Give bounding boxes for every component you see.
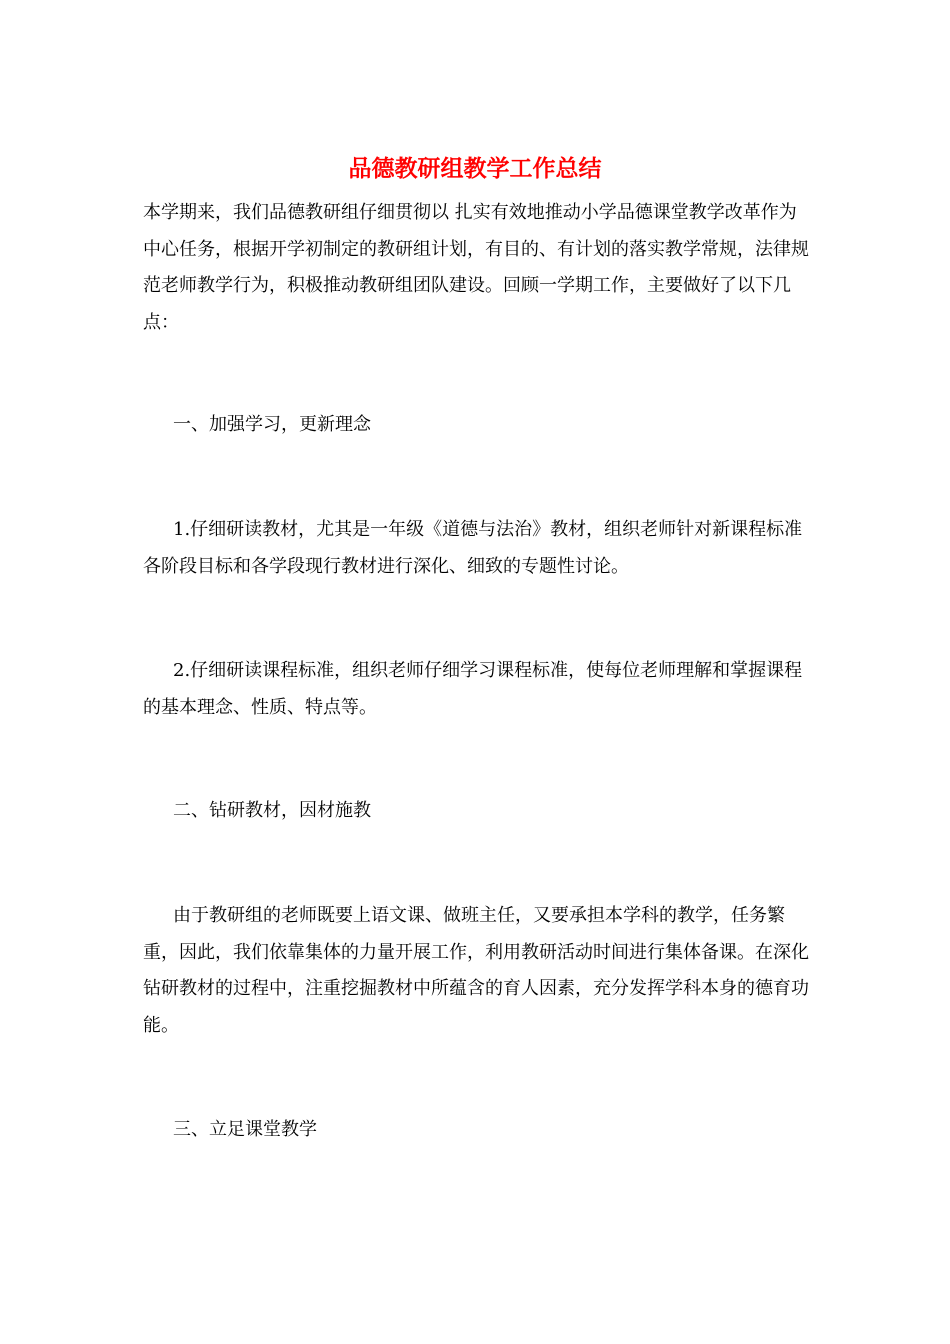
document-title: 品德教研组教学工作总结 bbox=[348, 155, 602, 182]
intro-paragraph: 本学期来，我们品德教研组仔细贯彻以 扎实有效地推动小学品德课堂教学改革作为中心任务，根据开学初制定的教研组计划，有目的、有计划的落实教学常规，法律规范老师教学行为，积极推动教研组团队建设。回顾一学期工作，主要做好了以下几点： bbox=[143, 202, 809, 333]
section-heading-1: 一、加强学习，更新理念 bbox=[173, 414, 371, 435]
section-heading-2: 二、钻研教材，因材施教 bbox=[173, 800, 371, 821]
section-2-paragraph: 由于教研组的老师既要上语文课、做班主任，又要承担本学科的教学，任务繁重，因此，我们依靠集体的力量开展工作，利用教研活动时间进行集体备课。在深化钻研教材的过程中，注重挖掘教材中所蕴含的育人因素，充分发挥学科本身的德育功能。 bbox=[143, 905, 809, 1036]
list-item-1: 1.仔细研读教材，尤其是一年级《道德与法治》教材，组织老师针对新课程标准各阶段目标和各学段现行教材进行深化、细致的专题性讨论。 bbox=[143, 519, 803, 577]
section-heading-3: 三、立足课堂教学 bbox=[173, 1119, 317, 1140]
list-item-2: 2.仔细研读课程标准，组织老师仔细学习课程标准，使每位老师理解和掌握课程的基本理念、性质、特点等。 bbox=[143, 660, 803, 718]
